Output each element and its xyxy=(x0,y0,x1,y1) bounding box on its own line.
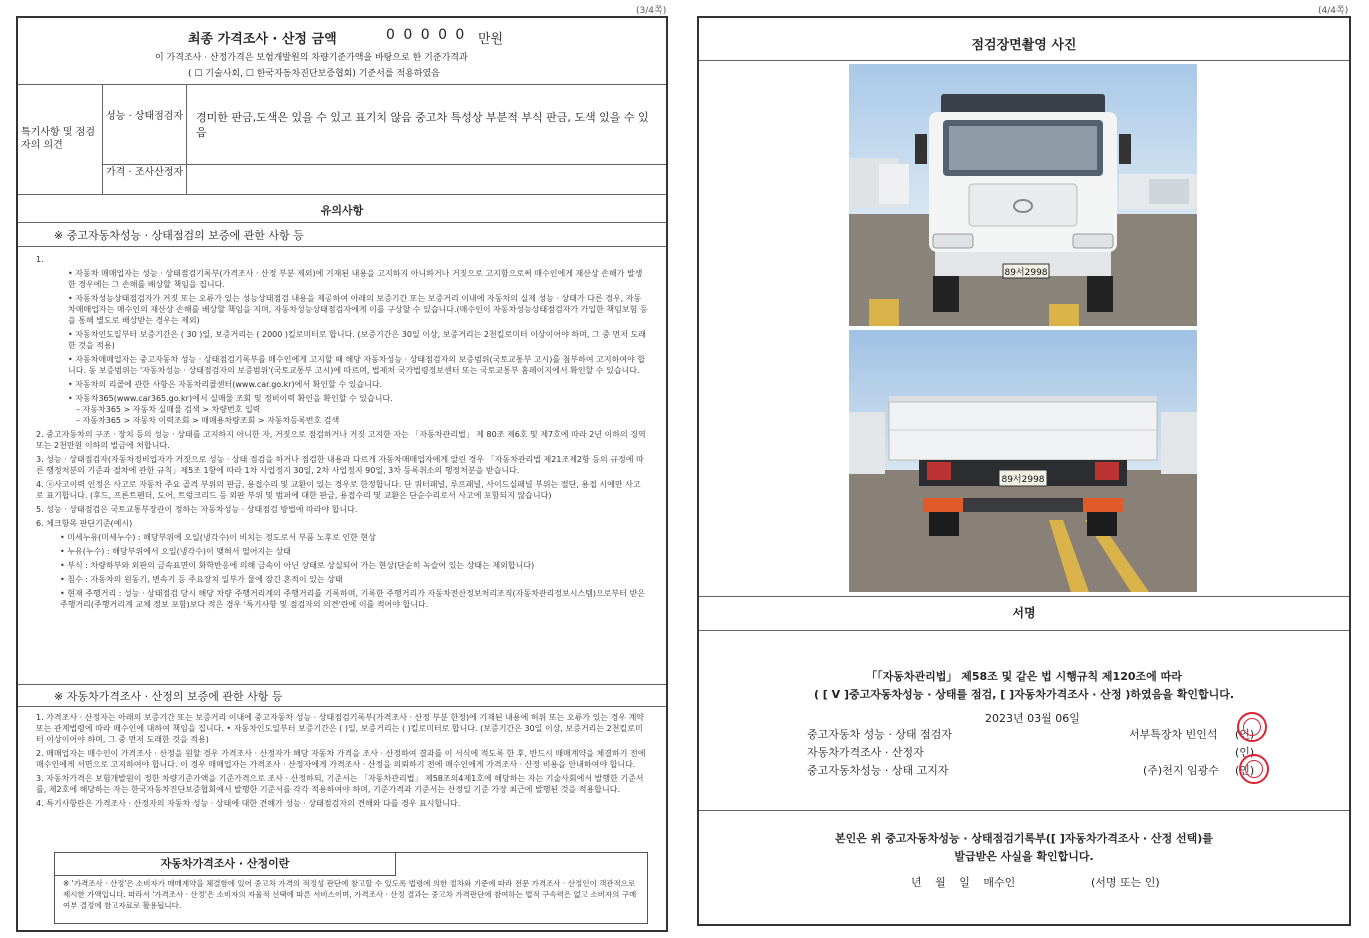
list-item: • 미세누유(미세누수) : 해당부위에 오일(냉각수)이 비치는 정도로서 부품 노후로 인한 현상 xyxy=(60,533,376,542)
notifier-seal-icon xyxy=(1239,754,1269,784)
inspection-date: 2023년 03월 06일 xyxy=(985,712,1080,725)
buyer-confirm-line-1: 본인은 위 중고자동차성능 · 상태점검기록부([ ]자동차가격조사 · 산정 선택)를 xyxy=(835,832,1213,845)
list-item: 1. 가격조사 · 산정자는 아래의 보증기간 또는 보증거리 이내에 중고자동차 성능 · 상태점검기록부(가격조사 · 산정 부분 한정)에 기재된 내용에 허위 또는 오류가 있는 경우 계약 또는 관계법령에 따라 매수인에 대하여 책임을 집니다. • 자동차인도일부터 보증기간은 ( )일, 보증거리는 ( )킬로미터로 합니다. (보증기간은 30일 이상, 보증거리는 2천킬로미터 이상이어야 하며, 그 중 먼저 도래한 것을 적용) xyxy=(36,713,645,744)
list-item: • 부식 : 차량하부와 외판의 금속표면이 화학반응에 의해 금속이 아닌 상태로 상실되어 가는 현상(단순히 녹슬어 있는 상태는 제외합니다) xyxy=(60,561,535,570)
signer-assessor-seal-label: (인) xyxy=(1235,746,1255,759)
front-inspection-photo xyxy=(849,64,1197,326)
signer-assessor-label: 자동차가격조사 · 산정자 xyxy=(807,746,924,759)
section2-title: ※ 자동차가격조사 · 산정의 보증에 관한 사항 등 xyxy=(54,690,283,703)
page-number-right: (4/4쪽) xyxy=(1318,6,1349,16)
signer-inspector-name: 서부특장차 빈인석 xyxy=(1129,728,1218,741)
list-item: • 현재 주행거리 : 성능 · 상태점검 당시 해당 차량 주행거리계의 주행거리를 기록하며, 기록한 주행거리가 자동차전산정보처리조직(자동차관리정보시스템)으로부터 받은 주행거리(주행거리계 교체 정보 포함)보다 적은 경우 '특기사항 및 점검자의 의견'란에 이를 적어야 합니다. xyxy=(60,589,645,609)
rear-license-plate: 89서2998 xyxy=(1001,475,1045,485)
statement-line-2: ( [ V ]중고자동차성능 · 상태를 점검, [ ]자동차가격조사 · 산정 )하였음을 확인합니다. xyxy=(813,688,1235,701)
price-assessor-label: 가격 · 조사산정자 xyxy=(106,167,184,178)
signature-section-title: 서명 xyxy=(1012,606,1036,620)
photo-section-title: 점검장면촬영 사진 xyxy=(971,38,1077,53)
definition-text: ※ '가격조사 · 산정'은 소비자가 매매계약을 체결함에 있어 중고차 가격의 적정성 판단에 참고할 수 있도록 법령에 의한 절차와 기준에 따라 전문 가격조사 · 산정인이 객관적으로 제시한 가액입니다. 따라서 '가격조사 · 산정'은 소비자의 자율적 선택에 따른 서비스이며, 가격조사 · 산정 결과는 중고차 가격판단에 참여하는 법적 구속력은 없고 소비자의 구매여부 결정에 참고자료로 활용됩니다. xyxy=(63,879,637,910)
list-item: • 자동차성능상태점검자가 거짓 또는 오류가 있는 성능상태점검 내용을 제공하여 아래의 보증기간 또는 보증거리 이내에 자동차의 실제 성능 · 상태가 다른 경우, 자동차매매업자는 매수인의 재산상 손해를 배상할 책임을 지며, 자동차성능상태점검자에게 이를 구상할 수 있습니다.(매수인이 자동차성능상태점검자가 가입한 책임보험 등을 통해 별도로 배상받는 경우는 제외) xyxy=(68,294,648,325)
buyer-date-line: 년 월 일 매수인 xyxy=(911,876,1016,889)
final-price-label: 최종 가격조사 · 산정 금액 xyxy=(188,32,337,47)
price-basis-line-1: 이 가격조사 · 산정가격은 보험개발원의 차량기준가액을 바탕으로 한 기준가격과 xyxy=(155,53,468,63)
inspector-opinion-text: 경미한 판금,도색은 있을 수 있고 표기치 않음 중고차 특성상 부분적 부식 판금, 도색 있을 수 있음 xyxy=(196,111,649,139)
list-item: 2. 중고자동차의 구조 · 장치 등의 성능 · 상태를 고지하지 아니한 자, 거짓으로 점검하거나 거짓 고지한 자는 「자동차관리법」 제 80조 제6호 및 제7호에 따라 2년 이하의 징역 또는 2천만원 이하의 벌금에 처합니다. xyxy=(36,430,646,450)
rear-inspection-photo xyxy=(849,330,1197,592)
list-item: 1. xyxy=(36,255,44,264)
list-item: • 누유(누수) : 해당부위에서 오일(냉각수)이 맺혀서 떨어지는 상태 xyxy=(60,547,291,556)
statement-line-1: 「「자동차관리법」 제58조 및 같은 법 시행규칙 제120조에 따라 xyxy=(866,670,1182,683)
inspection-record-page-3 xyxy=(16,16,668,932)
final-price-value: 0 0 0 0 0 xyxy=(386,27,467,43)
definition-title: 자동차가격조사 · 산정이란 xyxy=(55,853,396,876)
list-item: • 자동차매매업자는 중고자동차 성능 · 상태점검기록부를 매수인에게 고지할 때 해당 자동차성능 · 상태점검자의 보증범위(국토교통부 고시)를 첨부하여 고지하여야 합니다. 동 보증범위는 '자동차성능 · 상태점검자의 보증범위'(국토교통부 고시)에 따르며, 법제처 국가법령정보센터 또는 국토교통부 홈페이지에서 확인할 수 있습니다. xyxy=(68,355,646,375)
inspector-label: 성능 · 상태점검자 xyxy=(106,111,184,122)
list-item: 4. 특기사항란은 가격조사 · 산정자의 자동차 성능 · 상태에 대한 견해가 성능 · 상태점검자의 견해와 다를 경우 표시합니다. xyxy=(36,799,461,808)
buyer-confirm-line-2: 발급받은 사실을 확인합니다. xyxy=(954,850,1094,863)
definition-box xyxy=(54,852,648,924)
signer-notifier-seal-label: (인) xyxy=(1235,764,1255,777)
opinion-row-header: 특기사항 및 점검자의 의견 xyxy=(21,127,95,151)
list-item: 2. 매매업자는 매수인이 가격조사 · 산정을 원할 경우 가격조사 · 산정자가 해당 자동차 가격을 조사 · 산정하여 결과를 이 서식에 적도록 한 후, 반드시 매매계약을 체결하기 전에 매수인에게 서면으로 고지하여야 합니다. 이 경우 매매업자는 가격조사 · 산정자에게 가격조사 · 산정을 의뢰하기 전에 매수인에게 가격조사 · 산정 비용을 안내하여야 합니다. xyxy=(36,749,646,769)
inspector-seal-icon xyxy=(1237,712,1267,742)
signer-notifier-label: 중고자동차성능 · 상태 고지자 xyxy=(807,764,949,777)
signer-inspector-label: 중고자동차 성능 · 상태 점검자 xyxy=(807,728,952,741)
list-item: • 자동차인도일부터 보증기간은 ( 30 )일, 보증거리는 ( 2000 )킬로미터로 합니다. (보증기간은 30일 이상, 보증거리는 2천킬로미터 이상이어야 하며, 그 중 먼저 도래한 것을 적용) xyxy=(68,330,646,350)
list-item: • 침수 : 자동차의 원동기, 변속기 등 주요장치 일부가 물에 잠긴 흔적이 있는 상태 xyxy=(60,575,343,584)
front-license-plate: 89서2998 xyxy=(1004,268,1048,278)
list-item: 3. 성능 · 상태점검자(자동차정비업자가 거짓으로 성능 · 상태 점검을 하거나 점검한 내용과 다르게 자동차매매업자에게 알린 경우 「자동차관리법 제21조제2항 등의 규정에 따른 행정처분의 기준과 절차에 관한 규칙」제5조 1항에 따라 1차 사업정지 30일, 2차 사업정지 90일, 3차 등록취소의 행정처분을 받습니다. xyxy=(36,455,644,475)
list-item: – 자동차365 > 자동차 실매물 검색 > 차량번호 입력 xyxy=(76,405,261,414)
list-item: – 자동차365 > 자동차 이력조회 > 매매용차량조회 > 자동차등록번호 검색 xyxy=(76,416,340,425)
section1-title: ※ 중고자동차성능 · 상태점검의 보증에 관한 사항 등 xyxy=(54,229,304,242)
inspection-record-page-4 xyxy=(697,16,1351,926)
list-item: • 자동차의 리콜에 관한 사항은 자동차리콜센터(www.car.go.kr)에서 확인할 수 있습니다. xyxy=(68,380,383,389)
list-item: • 자동차 매매업자는 성능 · 상태점검기록부(가격조사 · 산정 부분 제외)에 기재된 내용을 고지하지 아니하거나 거짓으로 고지함으로써 매수인에게 재산상 손해가 발생한 경우에는 그 손해를 배상할 책임을 집니다. xyxy=(68,269,643,289)
list-item: 3. 자동차가격은 보험개발원이 정한 차량기준가액을 기준가격으로 조사 · 산정하되, 기준서는 「자동차관리법」 제58조의4제1호에 해당하는 자는 기술사회에서 발행한 기준서를, 제2호에 해당하는 자는 한국자동차진단보증협회에서 발행한 기준서를 각각 적용하여야 하며, 기준가격과 기준서는 산정일 기준 가장 최근에 발행된 것을 적용합니다. xyxy=(36,774,644,794)
price-basis-line-2: ( ☐ 기술사회, ☐ 한국자동차진단보증협회) 기준서를 적용하였음 xyxy=(188,69,440,79)
section2-list xyxy=(36,712,648,812)
signer-inspector-seal-label: (인) xyxy=(1235,728,1255,741)
list-item: • 자동차365(www.car365.go.kr)에서 실매물 조회 및 정비이력 확인을 확인할 수 있습니다. xyxy=(68,394,393,403)
page-number-left: (3/4쪽) xyxy=(636,6,667,16)
buyer-signature-field[interactable]: (서명 또는 인) xyxy=(1091,876,1160,889)
list-item: 4. ⓐ사고이력 인정은 사고로 자동차 주요 골격 부위의 판금, 용접수리 및 교환이 있는 경우로 한정합니다. 단 쿼터패널, 루프패널, 사이드실패널 부위는 절단, 용접 시에만 사고로 표기합니다. (후드, 프론트펜더, 도어, 트렁크리드 등 외판 부위 및 범퍼에 대한 판금, 용접수리 및 교환은 단순수리로서 사고에 포함되지 않습니다) xyxy=(36,480,641,500)
notice-title: 유의사항 xyxy=(320,204,364,217)
list-item: 6. 체크항목 판단기준(예시) xyxy=(36,519,133,528)
list-item: 5. 성능 · 상태점검은 국토교통부장관이 정하는 자동차성능 · 상태점검 방법에 따라야 합니다. xyxy=(36,505,358,514)
section1-list xyxy=(36,254,648,613)
signer-notifier-name: (주)천지 임광수 xyxy=(1143,764,1219,777)
final-price-unit: 만원 xyxy=(478,32,504,47)
